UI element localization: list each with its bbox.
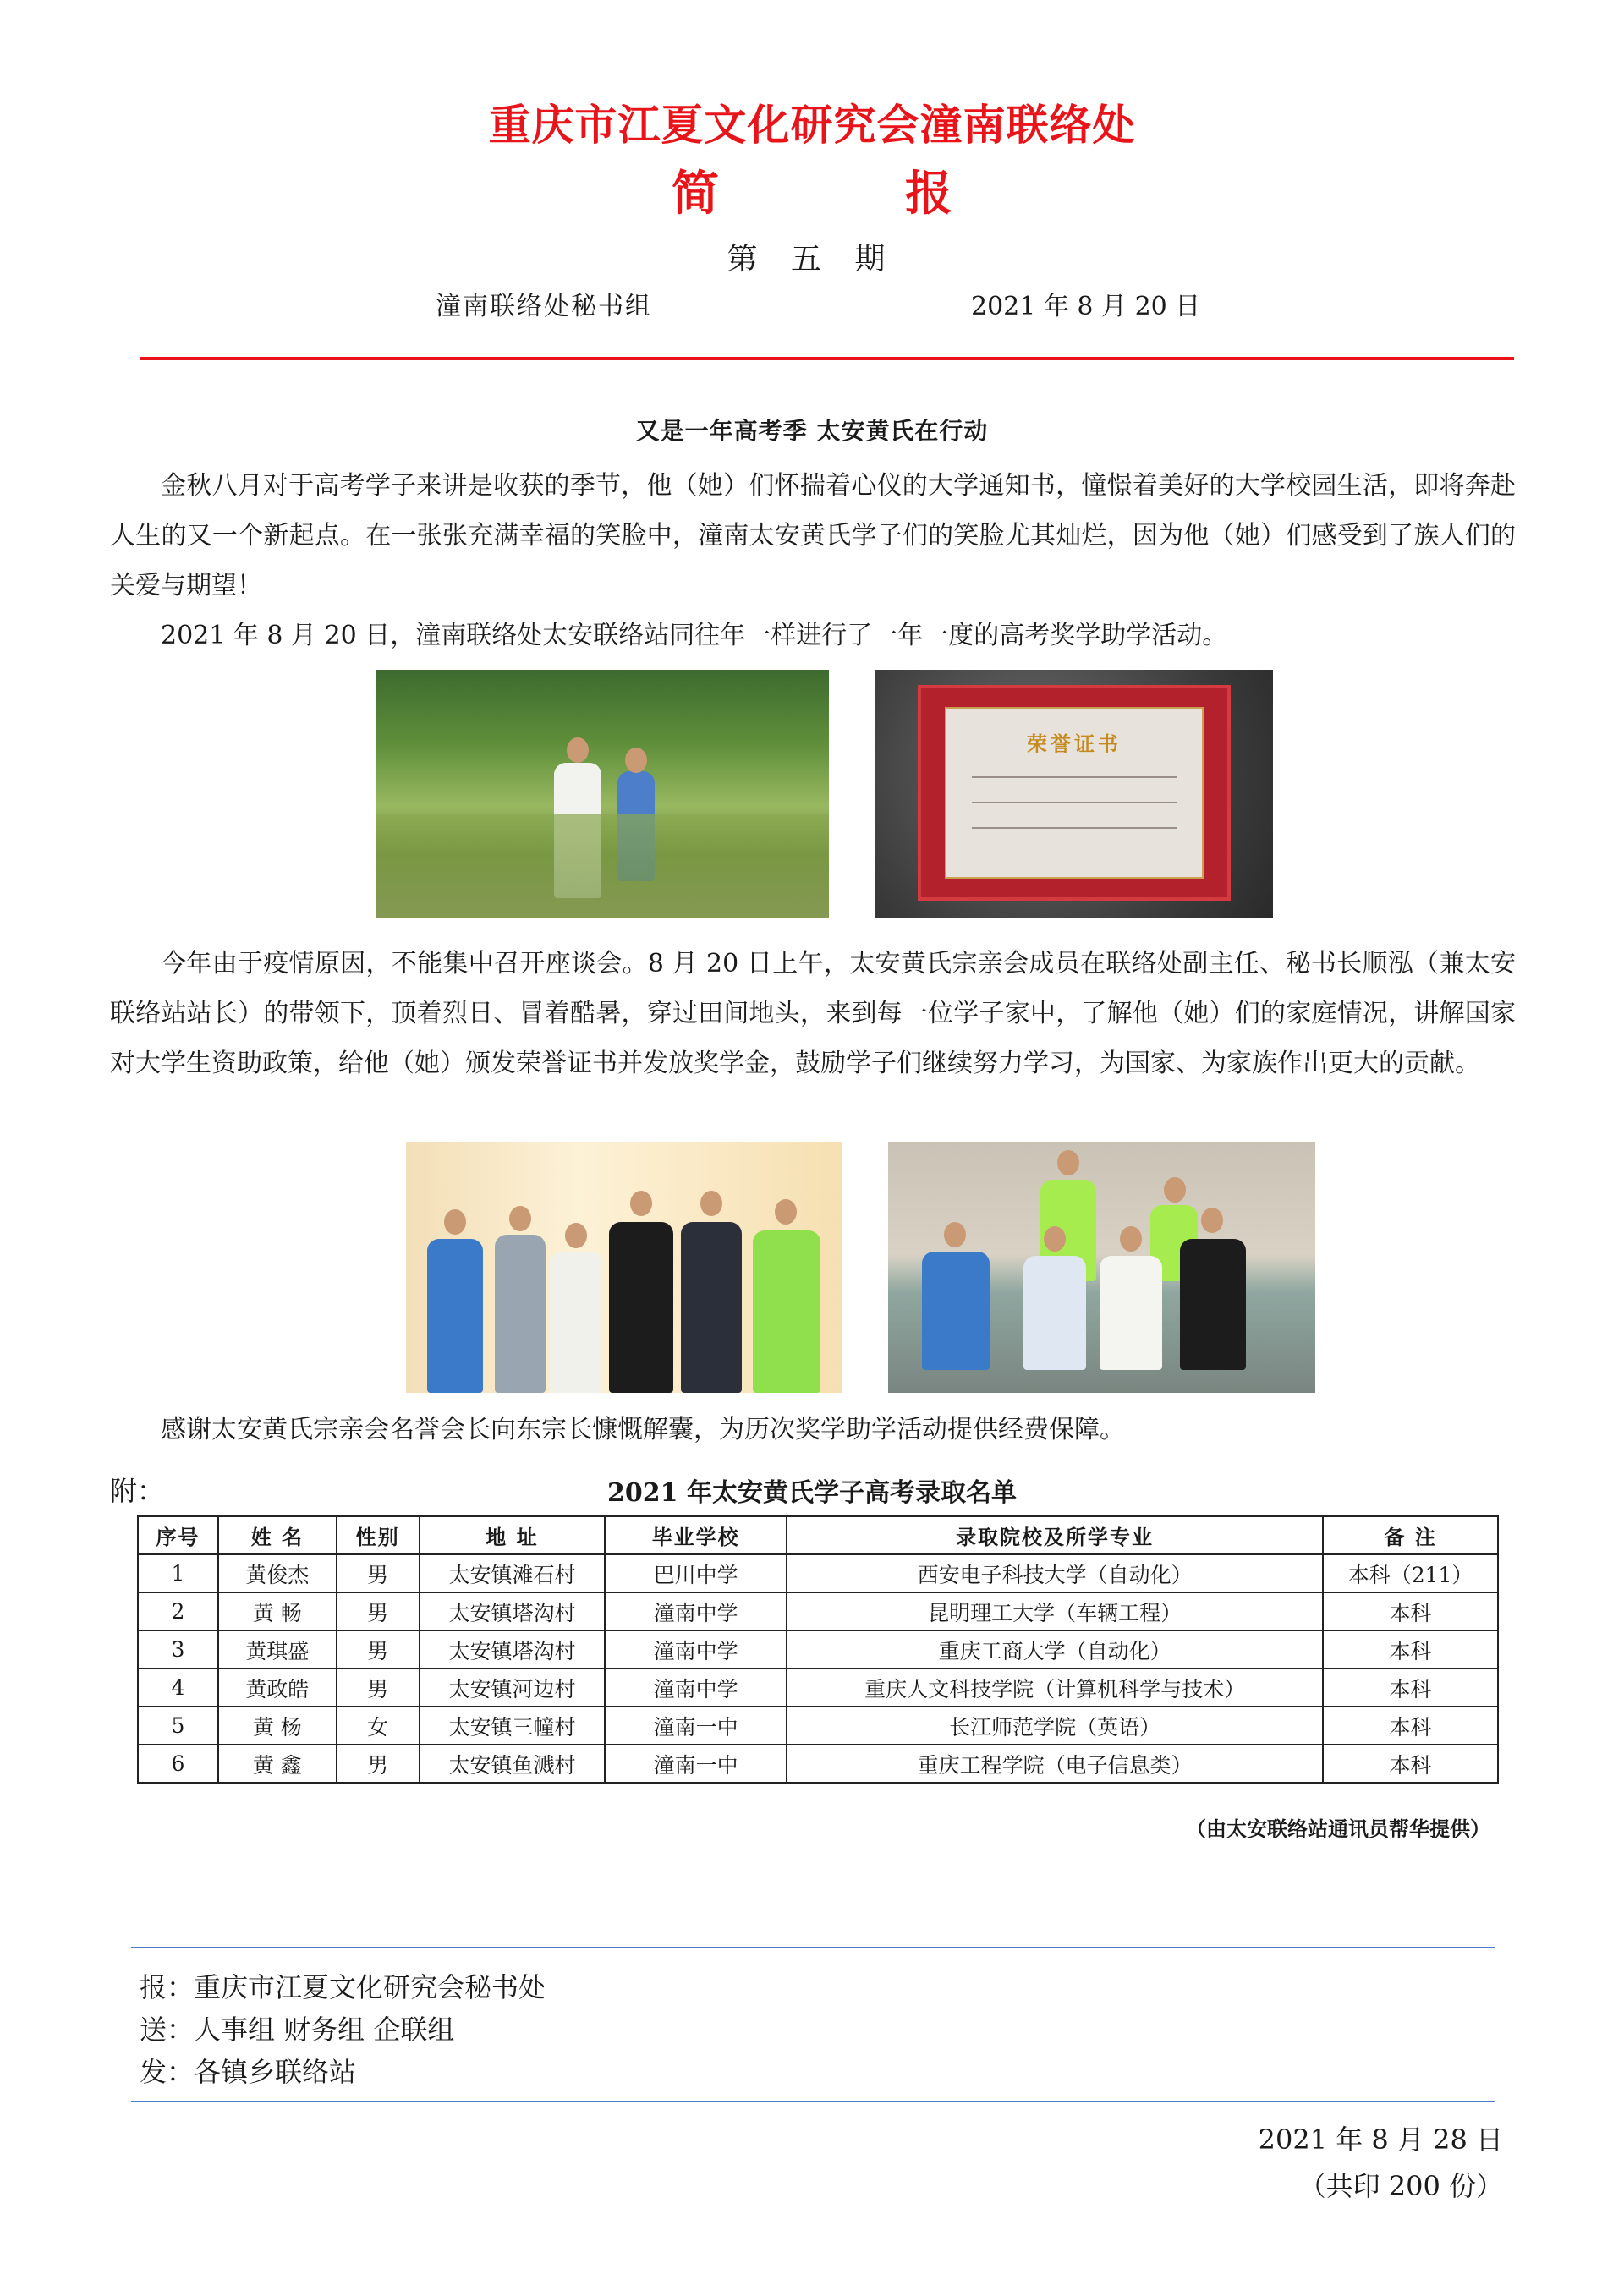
table-cell: 本科	[1323, 1707, 1498, 1745]
admission-table	[137, 1515, 1499, 1784]
table-cell: 潼南一中	[605, 1707, 787, 1745]
print-date: 2021 年 8 月 28 日	[1258, 2123, 1503, 2156]
certificate-title: 荣誉证书	[1027, 732, 1122, 756]
appendix-label: 附：	[110, 1475, 165, 1507]
table-row	[138, 1745, 1498, 1783]
issue-number: 第 五 期	[727, 242, 897, 277]
table-cell: 长江师范学院（英语）	[787, 1707, 1323, 1745]
doc-type-left: 简	[672, 167, 719, 222]
table-cell: 男	[337, 1630, 420, 1669]
table-cell: 女	[337, 1707, 420, 1745]
table-cell: 重庆人文科技学院（计算机科学与技术）	[787, 1669, 1323, 1707]
paragraph-1: 金秋八月对于高考学子来讲是收获的季节，他（她）们怀揣着心仪的大学通知书，憧憬着美好的大学校园生活，即将奔赴人生的又一个新起点。在一张张充满幸福的笑脸中，潼南太安黄氏学子们的笑脸尤其灿烂，因为他（她）们感受到了族人们的关爱与期望！	[110, 471, 1516, 600]
article-intro	[110, 461, 1516, 660]
table-row	[138, 1707, 1498, 1745]
photo-certificate	[875, 670, 1273, 918]
column-header: 性别	[337, 1516, 420, 1554]
org-title: 重庆市江夏文化研究会潼南联络处	[488, 101, 1136, 150]
table-cell: 太安镇塔沟村	[420, 1630, 606, 1669]
article-body	[110, 939, 1516, 1088]
table-cell: 潼南中学	[605, 1630, 787, 1669]
photo-group-indoor	[406, 1142, 842, 1393]
column-header: 地 址	[420, 1516, 606, 1554]
table-header-row	[138, 1516, 1498, 1554]
table-cell: 昆明理工大学（车辆工程）	[787, 1592, 1323, 1630]
table-cell: 本科	[1323, 1630, 1498, 1669]
table-cell: 太安镇三幢村	[420, 1707, 606, 1745]
table-cell: 本科	[1323, 1745, 1498, 1783]
table-cell: 黄琪盛	[218, 1630, 337, 1669]
table-cell: 1	[138, 1554, 218, 1592]
doc-type-title	[0, 156, 1624, 224]
table-cell: 重庆工程学院（电子信息类）	[787, 1745, 1323, 1783]
paragraph-2: 2021 年 8 月 20 日，潼南联络处太安联络站同往年一样进行了一年一度的高考奖学助学活动。	[161, 621, 1228, 650]
table-cell: 6	[138, 1745, 218, 1783]
table-cell: 男	[337, 1554, 420, 1592]
doc-type-right: 报	[905, 167, 952, 222]
table-cell: 本科	[1323, 1592, 1498, 1630]
table-cell: 黄 畅	[218, 1592, 337, 1630]
column-header: 录取院校及所学专业	[787, 1516, 1323, 1554]
table-cell: 黄 杨	[218, 1707, 337, 1745]
table-cell: 黄政皓	[218, 1669, 337, 1707]
distribution-report: 报：重庆市江夏文化研究会秘书处	[140, 1971, 546, 2003]
table-cell: 潼南一中	[605, 1745, 787, 1783]
table-cell: 4	[138, 1669, 218, 1707]
table-cell: 男	[337, 1669, 420, 1707]
table-cell: 重庆工商大学（自动化）	[787, 1630, 1323, 1669]
column-header: 备 注	[1323, 1516, 1498, 1554]
table-cell: 男	[337, 1592, 420, 1630]
distribution-divider-bottom	[131, 2101, 1495, 2102]
table-row	[138, 1669, 1498, 1707]
table-cell: 5	[138, 1707, 218, 1745]
table-cell: 2	[138, 1592, 218, 1630]
issuer: 潼南联络处秘书组	[436, 292, 652, 321]
header-divider	[140, 357, 1514, 360]
admission-table-title: 2021 年太安黄氏学子高考录取名单	[607, 1478, 1017, 1508]
table-row	[138, 1592, 1498, 1630]
distribution-divider-top	[131, 1947, 1495, 1948]
table-credit: （由太安联络站通讯员帮华提供）	[1186, 1817, 1490, 1841]
table-cell: 巴川中学	[605, 1554, 787, 1592]
table-cell: 黄俊杰	[218, 1554, 337, 1592]
column-header: 姓 名	[218, 1516, 337, 1554]
distribution-issue: 发：各镇乡联络站	[140, 2056, 357, 2088]
table-cell: 潼南中学	[605, 1669, 787, 1707]
column-header: 毕业学校	[605, 1516, 787, 1554]
distribution-send: 送：人事组 财务组 企联组	[140, 2014, 455, 2046]
column-header: 序号	[138, 1516, 218, 1554]
table-cell: 潼南中学	[605, 1592, 787, 1630]
table-cell: 本科（211）	[1323, 1554, 1498, 1592]
table-cell: 3	[138, 1630, 218, 1669]
table-row	[138, 1554, 1498, 1592]
photo-group-seated	[888, 1142, 1315, 1393]
table-cell: 黄 鑫	[218, 1745, 337, 1783]
table-cell: 太安镇塔沟村	[420, 1592, 606, 1630]
table-cell: 太安镇鱼溅村	[420, 1745, 606, 1783]
paragraph-4: 感谢太安黄氏宗亲会名誉会长向东宗长慷慨解囊，为历次奖学助学活动提供经费保障。	[161, 1415, 1125, 1444]
article-headline: 又是一年高考季 太安黄氏在行动	[635, 417, 989, 445]
table-row	[138, 1630, 1498, 1669]
certificate	[918, 685, 1231, 901]
issue-date: 2021 年 8 月 20 日	[971, 292, 1201, 321]
photo-field-visit	[376, 670, 829, 918]
table-cell: 太安镇滩石村	[420, 1554, 606, 1592]
table-cell: 西安电子科技大学（自动化）	[787, 1554, 1323, 1592]
print-copies: （共印 200 份）	[1298, 2170, 1503, 2202]
table-cell: 男	[337, 1745, 420, 1783]
paragraph-3: 今年由于疫情原因，不能集中召开座谈会。8 月 20 日上午，太安黄氏宗亲会成员在联络处副主任、秘书长顺泓（兼太安联络站站长）的带领下，顶着烈日、冒着酷暑，穿过田间地头，来到每一位学子家中，了解他（她）们的家庭情况，讲解国家对大学生资助政策，给他（她）颁发荣誉证书并发放奖学金，鼓励学子们继续努力学习，为国家、为家族作出更大的贡献。	[110, 949, 1516, 1078]
table-cell: 本科	[1323, 1669, 1498, 1707]
table-cell: 太安镇河边村	[420, 1669, 606, 1707]
